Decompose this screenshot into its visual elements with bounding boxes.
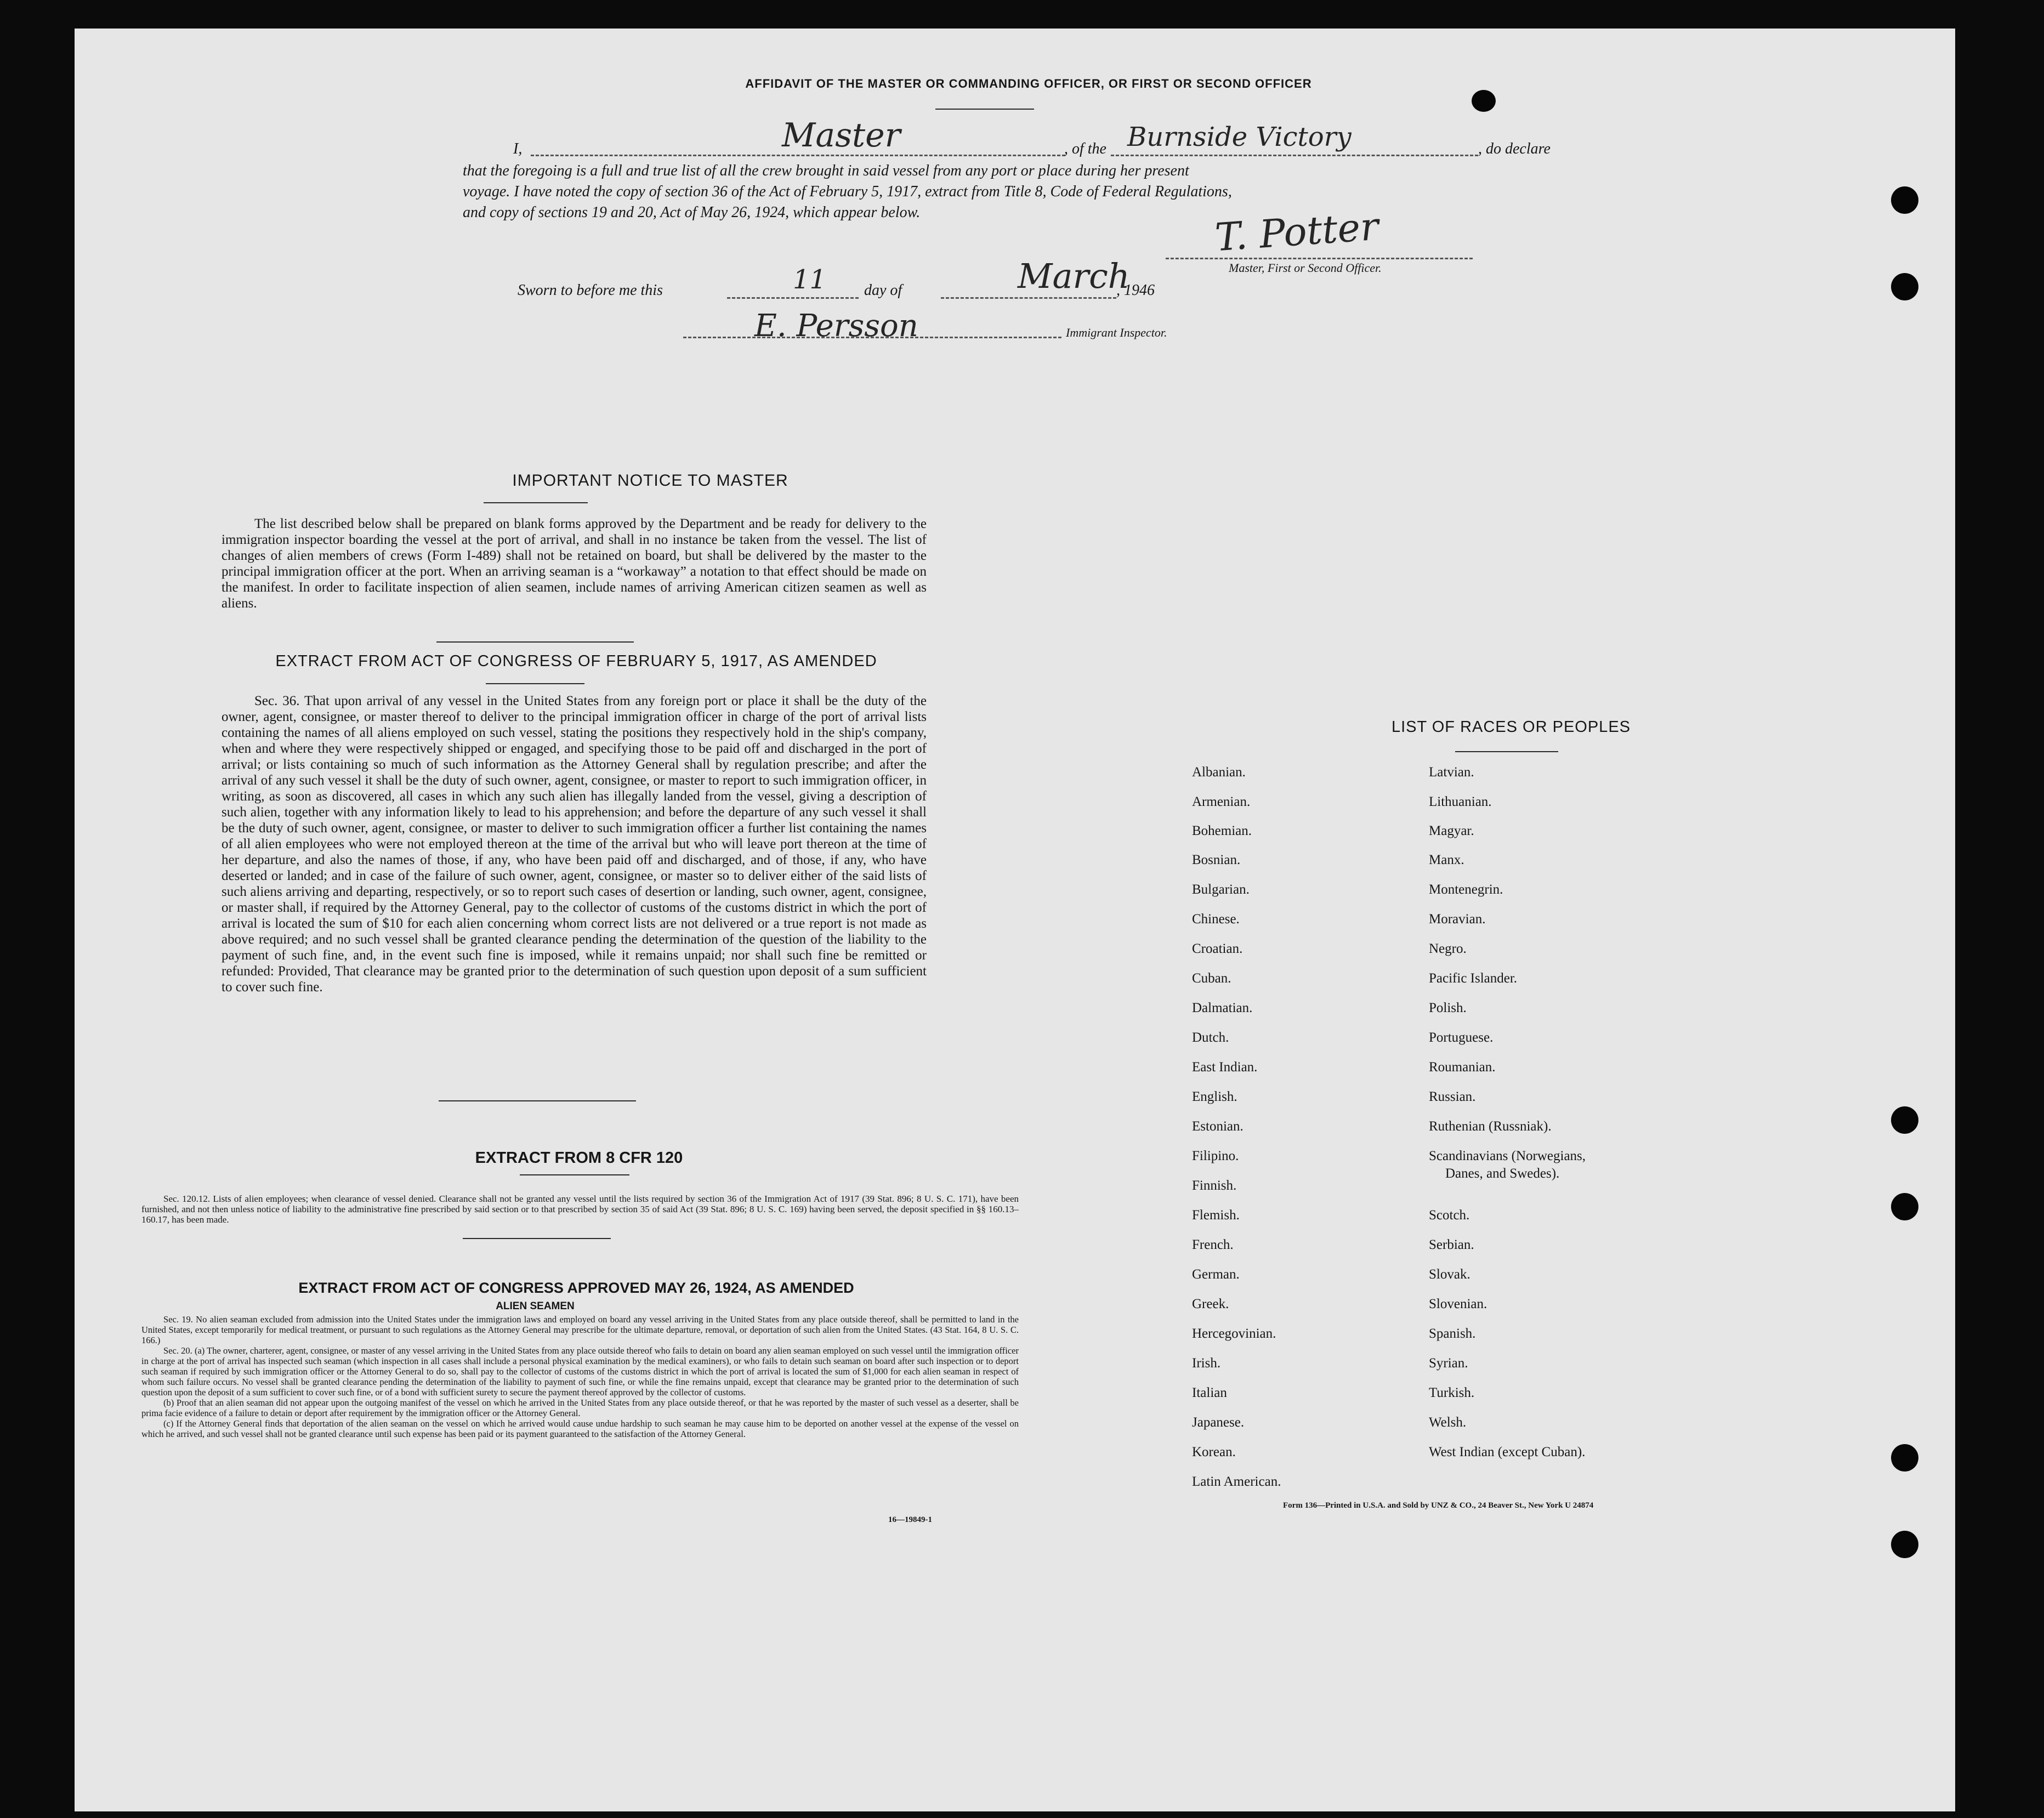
- year-label: , 1946: [1116, 282, 1155, 299]
- handwritten-inspector: E. Persson: [754, 308, 918, 344]
- race-item: Dutch.: [1192, 1030, 1229, 1045]
- handwritten-month: March: [1018, 256, 1130, 296]
- handwritten-master: Master: [782, 116, 901, 155]
- race-item: Negro.: [1429, 941, 1467, 956]
- race-item: Dalmatian.: [1192, 1001, 1253, 1015]
- cfr-title-rule: [520, 1174, 629, 1175]
- race-item: Montenegrin.: [1429, 882, 1503, 897]
- race-item: Finnish.: [1192, 1178, 1237, 1193]
- race-item: Greek.: [1192, 1297, 1229, 1311]
- punch-hole: [1891, 1444, 1918, 1472]
- signature-line: [1166, 258, 1473, 259]
- extract1924-sec19: Sec. 19. No alien seaman excluded from admission into the United States under the immigration laws and employed on board any vessel arriving in the United States from any place outside thereof, shall be permitted to land in the United States, except temporarily for medical treatment, or pursuant to such regulations as the Attorney General may prescribe for the ultimate departure, removal, or deportation of such alien from the United States. (43 Stat. 164, 8 U. S. C. 166.): [141, 1314, 1019, 1345]
- race-item: Spanish.: [1429, 1326, 1476, 1341]
- race-item: Welsh.: [1429, 1415, 1467, 1430]
- day-of-label: day of: [864, 282, 902, 299]
- printer-imprint: Form 136—Printed in U.S.A. and Sold by UNZ & CO., 24 Beaver St., New York U 24874: [1283, 1501, 1594, 1510]
- sworn-label: Sworn to before me this: [518, 282, 663, 299]
- race-item: Chinese.: [1192, 912, 1240, 927]
- affidavit-title: AFFIDAVIT OF THE MASTER OR COMMANDING OFFICER, OR FIRST OR SECOND OFFICER: [745, 77, 1312, 90]
- affidavit-do-declare: , do declare: [1478, 140, 1551, 157]
- race-item: Korean.: [1192, 1445, 1236, 1459]
- race-item: Russian.: [1429, 1089, 1476, 1104]
- race-item: Albanian.: [1192, 765, 1246, 780]
- race-item: West Indian (except Cuban).: [1429, 1445, 1586, 1459]
- extract1917-body: Sec. 36. That upon arrival of any vessel in the United States from any foreign port or place it shall be the duty of the owner, agent, consignee, or master thereof to deliver to the principal immigration officer in charge of the port of arrival lists containing the names of all aliens employed on such vessel, stating the positions they respectively hold in the ship's company, when and where they were respectively shipped or engaged, and specifying those to be paid off and discharged in the port of arrival; or lists containing so much of such information as the Attorney General shall by regulation prescribe; and after the arrival of any such vessel it shall be the duty of such owner, agent, consignee, or master to report to such immigration officer, in writing, as soon as discovered, all cases in which any such alien has illegally landed from the vessel, giving a description of such alien, together with any information likely to lead to his apprehension; and before the departure of any such vessel it shall be the duty of such owner, agent, consignee, or master to deliver to such immigration officer a further list containing the names of all alien employees who were not employed thereon at the time of the arrival but who will leave port thereon at the time of her departure, and also the names of those, if any, who have been paid off and discharged, and of those, if any, who have deserted or landed; and in case of the failure of such owner, agent, consignee, or master so to deliver either of the said lists of such aliens arriving and departing, respectively, or so to report such cases of desertion or landing, such owner, agent, consignee, or master shall, if required by the Attorney General, pay to the collector of customs of the customs district in which the port of arrival is located the sum of $10 for each alien concerning whom correct lists are not delivered or a true report is not made as above required; and no such vessel shall be granted clearance pending the determination of the question of the liability to the payment of such fine, and, in the event such fine is imposed, while it remains unpaid; nor shall such fine be remitted or refunded: Provided, That clearance may be granted prior to the determination of such question upon deposit of a sum sufficient to cover such fine.: [222, 694, 927, 995]
- race-item: Cuban.: [1192, 971, 1231, 986]
- race-item: Estonian.: [1192, 1119, 1244, 1134]
- races-title-rule: [1455, 751, 1558, 752]
- cfr-top-rule: [439, 1100, 636, 1101]
- race-item: Flemish.: [1192, 1208, 1240, 1223]
- race-item: Latin American.: [1192, 1474, 1281, 1489]
- extract1917-title: EXTRACT FROM ACT OF CONGRESS OF FEBRUARY 5, 1917, AS AMENDED: [275, 652, 877, 670]
- race-item: Slovak.: [1429, 1267, 1470, 1282]
- race-item: Filipino.: [1192, 1149, 1239, 1163]
- race-item: Japanese.: [1192, 1415, 1245, 1430]
- form-code: 16—19849-1: [888, 1515, 932, 1524]
- punch-hole: [1891, 273, 1918, 300]
- race-item: German.: [1192, 1267, 1240, 1282]
- extract1924-sec20c: (c) If the Attorney General finds that deportation of the alien seaman on the vessel on which he arrived would cause undue hardship to such seaman he may cause him to be deported on another vessel at the expense of the vessel on which he arrived, and such vessel shall not be granted clearance until such expense has been paid or its payment guaranteed to the satisfaction of the Attorney General.: [141, 1418, 1019, 1439]
- race-item: Magyar.: [1429, 823, 1474, 838]
- race-item: Latvian.: [1429, 765, 1474, 780]
- race-item: Manx.: [1429, 853, 1464, 867]
- race-item: Scandinavians (Norwegians,: [1429, 1149, 1586, 1163]
- handwritten-signature: T. Potter: [1213, 203, 1380, 260]
- extract1924-title: EXTRACT FROM ACT OF CONGRESS APPROVED MAY 26, 1924, AS AMENDED: [298, 1280, 854, 1296]
- race-item: French.: [1192, 1237, 1234, 1252]
- affidavit-i-label: I,: [513, 140, 523, 157]
- extract1924-subtitle: ALIEN SEAMEN: [496, 1300, 575, 1312]
- race-item: Croatian.: [1192, 941, 1243, 956]
- day-line: [727, 297, 859, 299]
- inspector-label: Immigrant Inspector.: [1066, 326, 1167, 339]
- race-item: Syrian.: [1429, 1356, 1468, 1371]
- punch-hole: [1891, 1531, 1918, 1558]
- race-item: Italian: [1192, 1385, 1227, 1400]
- notice-title: IMPORTANT NOTICE TO MASTER: [512, 471, 788, 490]
- cfr-title: EXTRACT FROM 8 CFR 120: [475, 1149, 683, 1167]
- race-item: Portuguese.: [1429, 1030, 1494, 1045]
- handwritten-day: 11: [793, 264, 827, 295]
- punch-hole: [1891, 1106, 1918, 1134]
- race-item: English.: [1192, 1089, 1237, 1104]
- race-item: Bosnian.: [1192, 853, 1241, 867]
- notice-title-rule: [484, 502, 588, 503]
- race-item: Serbian.: [1429, 1237, 1474, 1252]
- extract1924-sec20a: Sec. 20. (a) The owner, charterer, agent, consignee, or master of any vessel arriving in the United States from any place outside thereof who fails to detain on board any alien seaman employed on such vessel until the immigration officer in charge at the port of arrival has inspected such seaman (which inspection in all cases shall include a personal physical examination by the medical examiners), or who fails to detain such seaman on board after such inspection or to deport such seaman if required by such immigration officer or the Attorney General to do so, shall pay to the collector of customs of the customs district in which the port of arrival is located the sum of $1,000 for each alien seaman in respect of whom such failure occurs. No vessel shall be granted clearance pending the determination of the liability to payment of such fine, or while the fine remains unpaid, except that clearance may be granted prior to the determination of such question upon the deposit of a sum sufficient to cover such fine, or of a bond with sufficient surety to secure the payment thereof approved by the collector of customs.: [141, 1345, 1019, 1397]
- race-item: Hercegovinian.: [1192, 1326, 1276, 1341]
- affidavit-title-rule: [935, 109, 1034, 110]
- affidavit-body-line1: that the foregoing is a full and true list of all the crew brought in said vessel from any port or place during her present: [463, 162, 1189, 179]
- punch-hole: [1472, 90, 1496, 112]
- notice-body: The list described below shall be prepared on blank forms approved by the Department and be ready for delivery to the immigration inspector boarding the vessel at the port of arrival, and shall in no instance be taken from the vessel. The list of changes of alien members of crews (Form I-489) shall not be retained on board, but shall be delivered by the master to the principal immigration officer at the port. When an arriving seaman is a “workaway” a notation to that effect should be made on the manifest. In order to facilitate inspection of alien seamen, include names of arriving American citizen seamen as well as aliens.: [222, 516, 927, 611]
- race-item: Irish.: [1192, 1356, 1221, 1371]
- race-item: Moravian.: [1429, 912, 1486, 927]
- handwritten-vessel: Burnside Victory: [1127, 122, 1352, 152]
- race-item: Ruthenian (Russniak).: [1429, 1119, 1552, 1134]
- cfr-body: Sec. 120.12. Lists of alien employees; when clearance of vessel denied. Clearance shall not be granted any vessel until the lists required by section 36 of the Immigration Act of 1917 (39 Stat. 896; 8 U. S. C. 171), have been furnished, and not then unless notice of liability to the administrative fine prescribed by said section or to that prescribed by section 35 of said Act (39 Stat. 896; 8 U. S. C. 169) having been served, the deposit specified in §§ 160.13–160.17, has been made.: [141, 1194, 1019, 1225]
- race-item: Turkish.: [1429, 1385, 1475, 1400]
- affidavit-body-line3: and copy of sections 19 and 20, Act of May 26, 1924, which appear below.: [463, 204, 921, 221]
- affidavit-body-line2: voyage. I have noted the copy of section 36 of the Act of February 5, 1917, extract from Title 8, Code of Federal Regulations,: [463, 183, 1232, 200]
- month-line: [941, 297, 1116, 299]
- race-item: Danes, and Swedes).: [1445, 1166, 1560, 1181]
- signature-label: Master, First or Second Officer.: [1229, 261, 1382, 275]
- vessel-line: [1111, 155, 1478, 156]
- races-title: LIST OF RACES OR PEOPLES: [1391, 718, 1631, 736]
- race-item: Bulgarian.: [1192, 882, 1250, 897]
- race-item: Slovenian.: [1429, 1297, 1487, 1311]
- punch-hole: [1891, 186, 1918, 214]
- race-item: Roumanian.: [1429, 1060, 1496, 1075]
- race-item: Lithuanian.: [1429, 794, 1492, 809]
- notice-end-rule: [436, 641, 634, 643]
- master-line: [531, 155, 1065, 156]
- race-item: Scotch.: [1429, 1208, 1470, 1223]
- punch-hole: [1891, 1193, 1918, 1220]
- extract1924-sec20b: (b) Proof that an alien seaman did not appear upon the outgoing manifest of the vessel on which he arrived in the United States from any place outside thereof, or that he was reported by the master of such vessel as a deserter, shall be prima facie evidence of a failure to detain or deport after requirement by the immigration officer or the Attorney General.: [141, 1397, 1019, 1418]
- extract1924-top-rule: [463, 1238, 611, 1239]
- extract1917-title-rule: [486, 683, 584, 684]
- document-page: [75, 29, 1955, 1811]
- extract1924-body: [141, 1314, 1019, 1439]
- race-item: Armenian.: [1192, 794, 1251, 809]
- affidavit-of-the: , of the: [1064, 140, 1106, 157]
- race-item: Pacific Islander.: [1429, 971, 1518, 986]
- race-item: Polish.: [1429, 1001, 1467, 1015]
- race-item: East Indian.: [1192, 1060, 1258, 1075]
- race-item: Bohemian.: [1192, 823, 1252, 838]
